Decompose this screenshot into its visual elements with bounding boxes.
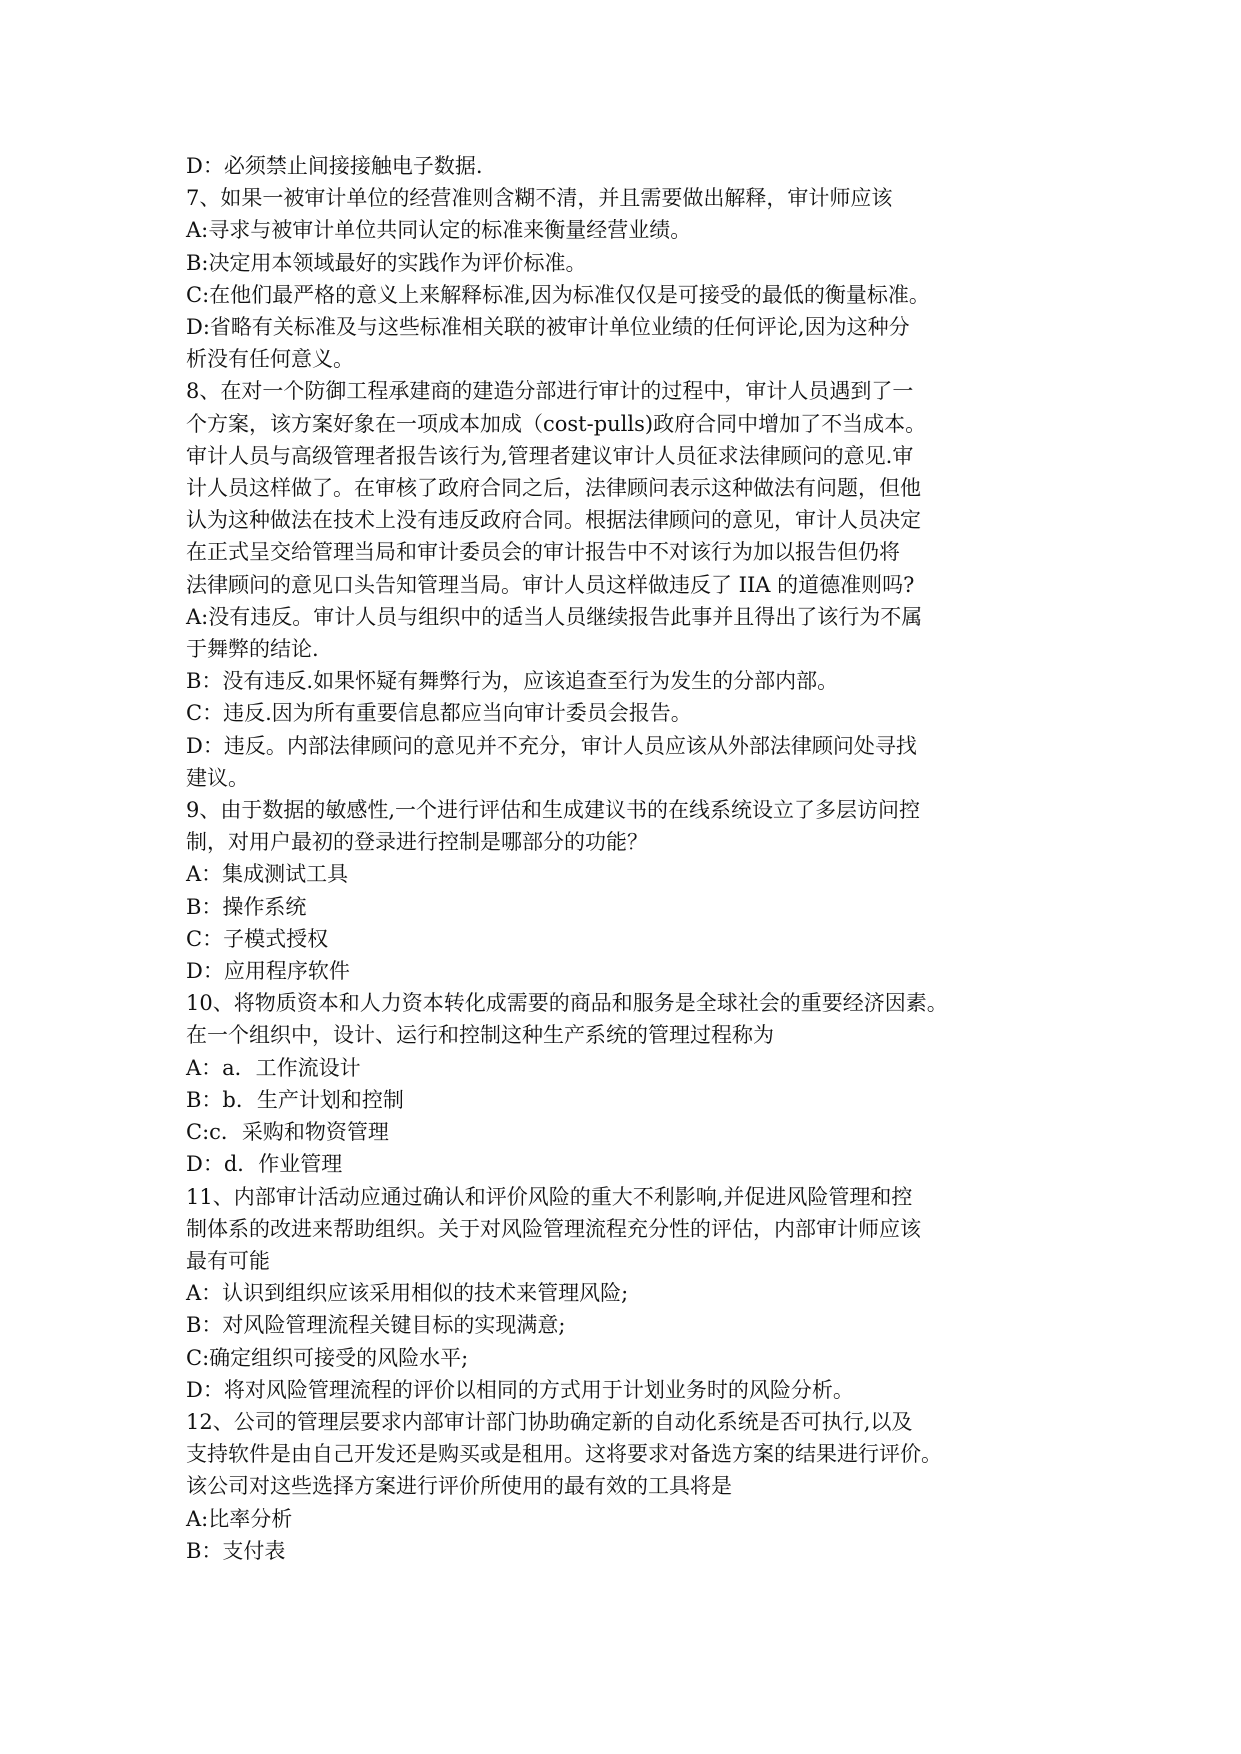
text-line: 制，对用户最初的登录进行控制是哪部分的功能？ — [186, 830, 648, 855]
text-line: C:在他们最严格的意义上来解释标准,因为标准仅仅是可接受的最低的衡量标准。 — [186, 282, 930, 307]
text-line: B:决定用本领域最好的实践作为评价标准。 — [186, 250, 587, 275]
text-line: C：子模式授权 — [186, 926, 329, 951]
text-line: 9、由于数据的敏感性,一个进行评估和生成建议书的在线系统设立了多层访问控 — [186, 798, 921, 823]
text-line: 计人员这样做了。在审核了政府合同之后，法律顾问表示这种做法有问题，但他 — [186, 476, 921, 501]
text-line: B：b．生产计划和控制 — [186, 1087, 404, 1112]
text-line: B：操作系统 — [186, 894, 307, 919]
text-line: D：应用程序软件 — [186, 959, 350, 984]
text-line: A：a．工作流设计 — [186, 1055, 361, 1080]
text-line: D:省略有关标准及与这些标准相关联的被审计单位业绩的任何评论,因为这种分 — [186, 315, 910, 340]
text-line: A:寻求与被审计单位共同认定的标准来衡量经营业绩。 — [186, 218, 692, 243]
text-line: 支持软件是由自己开发还是购买或是租用。这将要求对备选方案的结果进行评价。 — [186, 1442, 942, 1467]
text-line: 于舞弊的结论. — [186, 637, 319, 662]
text-line: C：违反.因为所有重要信息都应当向审计委员会报告。 — [186, 701, 692, 726]
text-line: 在正式呈交给管理当局和审计委员会的审计报告中不对该行为加以报告但仍将 — [186, 540, 900, 565]
document-page — [186, 150, 1066, 1567]
text-line: B：没有违反.如果怀疑有舞弊行为，应该追查至行为发生的分部内部。 — [186, 669, 839, 694]
text-line: A：集成测试工具 — [186, 862, 349, 887]
text-line: D：必须禁止间接接触电子数据. — [186, 154, 483, 178]
text-line: A:没有违反。审计人员与组织中的适当人员继续报告此事并且得出了该行为不属 — [186, 604, 923, 629]
text-line: 认为这种做法在技术上没有违反政府合同。根据法律顾问的意见，审计人员决定 — [186, 508, 921, 533]
text-line: D：将对风险管理流程的评价以相同的方式用于计划业务时的风险分析。 — [186, 1377, 854, 1402]
text-line: B：支付表 — [186, 1538, 286, 1563]
text-line: 析没有任何意义。 — [186, 347, 354, 372]
text-line: 11、内部审计活动应通过确认和评价风险的重大不利影响,并促进风险管理和控 — [186, 1184, 913, 1209]
text-line: D：d．作业管理 — [186, 1152, 343, 1177]
text-line: 7、如果一被审计单位的经营准则含糊不清，并且需要做出解释，审计师应该 — [186, 186, 893, 211]
text-line: 制体系的改进来帮助组织。关于对风险管理流程充分性的评估，内部审计师应该 — [186, 1216, 921, 1241]
text-line: 8、在对一个防御工程承建商的建造分部进行审计的过程中，审计人员遇到了一 — [186, 379, 914, 404]
text-line: 审计人员与高级管理者报告该行为,管理者建议审计人员征求法律顾问的意见.审 — [186, 443, 914, 468]
text-line: 建议。 — [186, 765, 249, 790]
text-line: D：违反。内部法律顾问的意见并不充分，审计人员应该从外部法律顾问处寻找 — [186, 733, 917, 758]
text-line: 该公司对这些选择方案进行评价所使用的最有效的工具将是 — [186, 1474, 732, 1499]
text-line: 在一个组织中，设计、运行和控制这种生产系统的管理过程称为 — [186, 1023, 774, 1048]
text-line: 最有可能 — [186, 1248, 270, 1273]
text-line: C:确定组织可接受的风险水平; — [186, 1345, 469, 1370]
text-line: B：对风险管理流程关键目标的实现满意; — [186, 1313, 566, 1338]
text-line: 12、公司的管理层要求内部审计部门协助确定新的自动化系统是否可执行,以及 — [186, 1409, 913, 1434]
text-line: 个方案，该方案好象在一项成本加成（cost-pulls)政府合同中增加了不当成本。 — [186, 411, 927, 436]
text-line: A:比率分析 — [186, 1506, 293, 1531]
text-line: 10、将物质资本和人力资本转化成需要的商品和服务是全球社会的重要经济因素。 — [186, 991, 948, 1016]
text-line: C:c．采购和物资管理 — [186, 1120, 389, 1145]
text-line: 法律顾问的意见口头告知管理当局。审计人员这样做违反了 IIA 的道德准则吗? — [186, 572, 915, 597]
text-line: A：认识到组织应该采用相似的技术来管理风险; — [186, 1281, 629, 1306]
